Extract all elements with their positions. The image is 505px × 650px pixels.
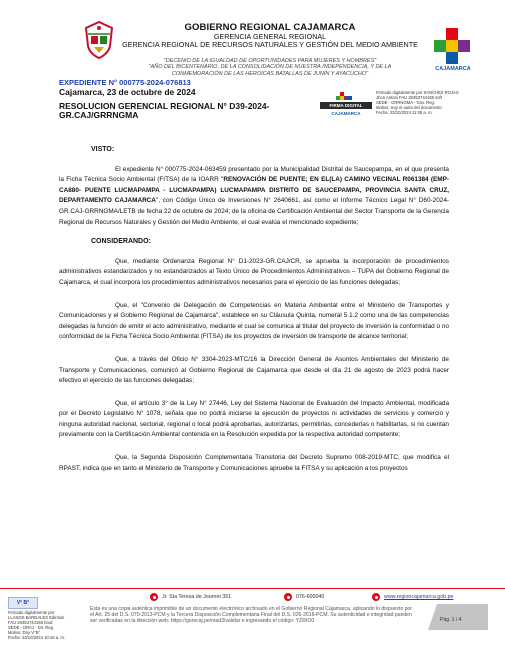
- digital-signature-label: FIRMA DIGITAL: [320, 102, 372, 109]
- web-icon: [372, 593, 380, 601]
- visto-paragraph: El expediente N° 000775-2024-063459 presentado por la Municipalidad Distrital de Saucepampa, en el que presenta la Ficha Técnica Socio Ambiental (FITSA) de la IOARR "RENOVACIÓN DE PUENTE; EN EL(LA) CAMINO VECINAL R061384 (EMP- CA880- PUENTE LUCMAPAMPA - LUCMAPAMPA) LUCMAPAMPA DISTRITO DE SAUCEPAMPA, PROVINCIA SANTA CRUZ, DEPARTAMENTO CAJAMARCA", con Código Único de Inversiones N° 2640661, así como el Informe Técnico Legal N° D60-2024-GR.CAJ-GRRNGMA/LETB de fecha 22 de octubre de 2024; de la oficina de Certificación Ambiental del Sector Transporte de la Gerencia Regional de Recursos Naturales y Gestión del Medio Ambiente, el cual evalúa el mencionado expediente;: [59, 165, 449, 226]
- footer-divider: [0, 588, 505, 589]
- page-number: Pág. 1 / 4: [440, 617, 462, 623]
- considerando-paragraph: Que, mediante Ordenanza Regional N° D1-2023-GR.CAJ/CR, se aprueba la incorporación de procedimientos administrativos estandarizados y no estandarizados al Texto Único de Procedimientos Administrativos – TUPA del Gobierno Regional de Cajamarca, el cual incorpora los procedimientos administrativos necesarios para el ejercicio de las funciones delegadas;: [59, 257, 449, 286]
- resolution-title: RESOLUCION GERENCIAL REGIONAL N° D39-2024-GR.CAJ/GRRNGMA: [59, 101, 270, 120]
- considerando-paragraph: Que, a través del Oficio N° 3304-2023-MTC/16 la Dirección General de Asuntos Ambientales del Ministerio de Transporte y Comunicaciones, comunicó al Gobierno Regional de Cajamarca que desde el día 21 de agosto de 2023 podrá hacer efectivo el ejercicio de las funciones delegadas;: [59, 355, 449, 385]
- digital-signature-block: [320, 90, 490, 122]
- visto-heading: VISTO:: [91, 146, 115, 153]
- slogan-year: "AÑO DEL BICENTENARIO, DE LA CONSOLIDACIÓN DE NUESTRA INDEPENDENCIA, Y DE LA CONMEMORACIÓN DE LAS HEROICAS BATALLAS DE JUNÍN Y AYACUCHO": [148, 64, 392, 77]
- phone-item: [284, 593, 324, 601]
- expediente-number: EXPEDIENTE N° 000775-2024-076813: [59, 78, 191, 87]
- vb-stamp: V° B°: [8, 597, 38, 609]
- digital-signature-logo: [320, 90, 372, 122]
- document-header: [0, 0, 505, 80]
- phone-text: 076-600040: [296, 594, 325, 600]
- document-body: [59, 145, 449, 474]
- signature-line: Firmado digitalmente por SANCHEZ ROJAS: [376, 90, 459, 95]
- org-subtitle-environment: GERENCIA REGIONAL DE RECURSOS NATURALES Y GESTIÓN DEL MEDIO AMBIENTE: [122, 40, 418, 49]
- considerando-paragraph: Que, el "Convenio de Delegación de Competencias en Materia Ambiental entre el Ministerio de Transportes y Comunicaciones y el Gobierno Regional de Cajamarca", establece en su Cláusula Quinta, numeral 5.1.2 como una de las competencias delegadas la función de emitir el acto administrativo, mediante el cual se comunica al titular del proyecto de inversión la conformidad o no conformidad de la Ficha Técnica Socio Ambiental (FITSA) de los proyectos de inversión de transporte de alcance territorial;: [59, 301, 449, 341]
- considerando-paragraph: Que, la Segunda Disposición Complementaria Transitoria del Decreto Supremo 008-2019-MTC, que modifica el RPAST, indica que en tanto el Ministerio de Transporte y Comunicaciones apruebe la FITSA y su aplicación a los proyectos: [59, 454, 449, 472]
- official-slogan: [140, 58, 400, 77]
- signature-line: Jhon Antoni FAU 20453744168 soft: [376, 95, 442, 100]
- address-text: Jr. Sta Teresa de Journet 351: [162, 594, 232, 600]
- org-subtitle-general: GERENCIA GENERAL REGIONAL: [213, 32, 327, 41]
- signature-logo-text: CAJAMARCA: [331, 111, 361, 116]
- phone-icon: [284, 593, 292, 601]
- cajamarca-logo-icon: [432, 26, 472, 66]
- signature-line: Fecha: 23/10/2024 11:06 a. m.: [376, 110, 433, 115]
- website-item[interactable]: [372, 593, 454, 601]
- website-link[interactable]: www.regioncajamarca.gob.pe: [384, 594, 454, 600]
- considerando-heading: CONSIDERANDO:: [91, 238, 151, 246]
- signature-details: [376, 90, 491, 115]
- slogan-decade: "DECENIO DE LA IGUALDAD DE OPORTUNIDADES PARA MUJERES Y HOMBRES": [163, 58, 377, 64]
- signature-line: SEDE - GRRNGMA - Gov. Reg.: [376, 100, 436, 105]
- location-icon: [150, 593, 158, 601]
- document-date: Cajamarca, 23 de octubre de 2024: [59, 87, 196, 97]
- organization-heading: [120, 22, 420, 49]
- signature-line: Motivo: Soy el autor del documento: [376, 105, 442, 110]
- peru-shield-icon: [82, 20, 116, 60]
- visto-bueno-block: [8, 597, 78, 640]
- project-name: RENOVACIÓN DE PUENTE; EN EL(LA) CAMINO VECINAL R061384 (EMP- CA880- PUENTE LUCMAPAMPA - LUCMAPAMPA) LUCMAPAMPA DISTRITO DE SAUCEPAMPA, PROVINCIA SANTA CRUZ, DEPARTAMENTO CAJAMARCA: [59, 176, 449, 205]
- org-title: GOBIERNO REGIONAL CAJAMARCA: [184, 22, 356, 33]
- cajamarca-logo-text: CAJAMARCA: [435, 66, 471, 72]
- address-item: [150, 593, 231, 601]
- considerando-paragraph: Que, el artículo 3° de la Ley N° 27446, Ley del Sistema Nacional de Evaluación del Impacto Ambiental, modificada por el Decreto Legislativo N° 1078, señala que no podrá iniciarse la ejecución de proyectos ni actividades de servicios y comercio y ninguna autoridad nacional, sectorial, regional o local podrá aprobarlas, autorizarlas, permitirlas, concederlas o habilitarlas, si no cuentan previamente con la Certificación Ambiental contenida en la Resolución expedida por la respectiva autoridad competente;: [59, 399, 449, 439]
- authenticity-disclaimer: Esta es una copia auténtica imprimible de un documento electrónico archivado en el Gobierno Regional Cajamarca, aplicando lo dispuesto por el Art. 25 del D.S. 070-2013-PCM y la Tercera Disposición Complementaria Final del D.S. 026-2016-PCM. Su autenticidad e integridad pueden ser verificadas en la dirección web: https://gorecaj.pe/mad3/validar e ingresando el código: YZRIO0: [90, 606, 412, 625]
- vb-signature-details: Firmado digitalmente por LLANOS BARDALES Edinsón FAU 20453744168 hard SEDE - DRAJ - Dir. Reg. Motivo: Doy V°B° Fecha: 23/10/2024 10:16 a. m.: [8, 610, 66, 640]
